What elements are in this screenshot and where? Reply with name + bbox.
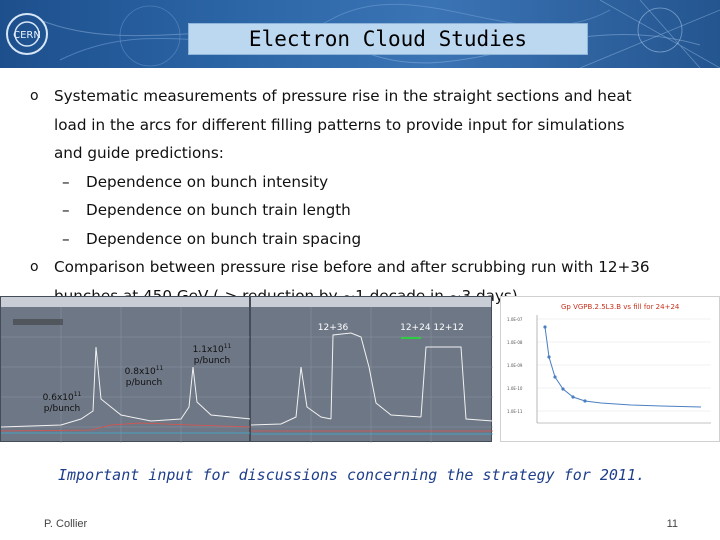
page-title: Electron Cloud Studies <box>188 23 588 55</box>
subitem-3 <box>30 225 700 254</box>
header-banner <box>0 0 720 68</box>
page-number: 11 <box>666 518 678 530</box>
scrubbing-chart <box>500 296 720 442</box>
pressure-plot-right <box>192 296 492 442</box>
cern-logo <box>4 6 50 62</box>
subitem-1 <box>30 168 700 197</box>
subitem-3-text: Dependence on bunch train spacing <box>86 229 362 248</box>
label-12-36: 12+36 <box>317 323 349 333</box>
bullet-2-line-2: days) <box>475 286 518 305</box>
plot-toolbar <box>1 297 249 307</box>
subitem-1-text: Dependence on bunch intensity <box>86 172 329 191</box>
label-1.1e11: $1.1x10^{11}$ p/bunch <box>192 343 232 366</box>
dash-marker: – <box>62 201 70 219</box>
closing-statement: Important input for discussions concerning the strategy for 2011. <box>58 466 645 484</box>
svg-text:1.0E-08: 1.0E-08 <box>507 340 523 345</box>
bullet-1-line-2: load in the arcs for different filling patterns to provide input for simulations <box>54 115 625 134</box>
bullet-1-line-3: and guide predictions: <box>54 144 224 162</box>
bullet-2-line-1: Comparison between pressure rise before and after scrubbing run with 12+36 <box>54 258 650 276</box>
bullet-1-line-1: Systematic measurements of pressure rise in the straight sections and heat <box>54 87 632 105</box>
scrubbing-chart-title: Gp VGPB.2.5L3.B vs fill for 24+24 <box>561 303 680 311</box>
svg-text:1.0E-07: 1.0E-07 <box>507 317 523 322</box>
plot-toolbar <box>251 297 491 307</box>
bullet-1 <box>30 82 700 168</box>
bullet-marker: o <box>30 259 39 275</box>
footer-author: P. Collier <box>44 518 88 530</box>
dash-marker: – <box>62 229 70 248</box>
scrubbing-chart-plot <box>501 297 720 443</box>
bullet-marker: o <box>30 88 39 104</box>
svg-text:CERN: CERN <box>13 30 41 41</box>
bullet-list <box>30 82 700 310</box>
pressure-plot-left <box>0 296 250 442</box>
svg-text:1.0E-11: 1.0E-11 <box>507 409 523 414</box>
svg-text:1.0E-09: 1.0E-09 <box>507 363 523 368</box>
dash-marker: – <box>62 172 70 191</box>
svg-text:1.0E-10: 1.0E-10 <box>507 386 523 391</box>
label-0.6e11: $0.6x10^{11}$ p/bunch <box>42 391 82 414</box>
label-0.8e11: $0.8x10^{11}$ p/bunch <box>124 365 164 388</box>
subitem-2-text: Dependence on bunch train length <box>86 201 351 219</box>
label-12-24-12-12: 12+24 12+12 <box>400 323 464 333</box>
measurement-plots <box>0 296 720 444</box>
subitem-2 <box>30 196 700 225</box>
